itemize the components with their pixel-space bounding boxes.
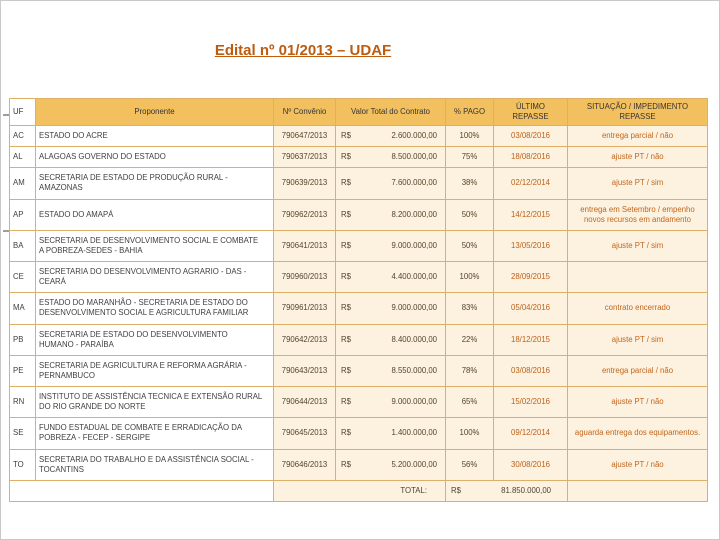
currency-symbol: R$ [341, 272, 351, 282]
cell-proponente: SECRETARIA DE AGRICULTURA E REFORMA AGRÁRIA - PERNAMBUCO [36, 355, 274, 386]
cell-proponente: SECRETARIA DE DESENVOLVIMENTO SOCIAL E COMBATE A POBREZA-SEDES - BAHIA [36, 230, 274, 261]
currency-symbol: R$ [341, 209, 351, 219]
currency-symbol: R$ [341, 152, 351, 162]
cell-percent-pago: 65% [446, 387, 494, 418]
cell-ultimo-repasse: 30/08/2016 [494, 449, 568, 480]
cell-proponente: SECRETARIA DE ESTADO DE PRODUÇÃO RURAL - AMAZONAS [36, 168, 274, 199]
amount-value: 8.400.000,00 [391, 334, 437, 344]
cell-percent-pago: 100% [446, 418, 494, 449]
cell-convenio: 790646/2013 [274, 449, 336, 480]
amount-value: 4.400.000,00 [391, 272, 437, 282]
table-row [10, 199, 708, 230]
cell-ultimo-repasse: 13/05/2016 [494, 230, 568, 261]
cell-uf: AM [10, 168, 36, 199]
cell-situacao: ajuste PT / sim [568, 324, 708, 355]
cell-proponente: FUNDO ESTADUAL DE COMBATE E ERRADICAÇÃO DA POBREZA - FECEP - SERGIPE [36, 418, 274, 449]
cell-proponente: ALAGOAS GOVERNO DO ESTADO [36, 147, 274, 168]
cell-convenio: 790962/2013 [274, 199, 336, 230]
convenios-table [9, 98, 708, 502]
cell-proponente: SECRETARIA DO TRABALHO E DA ASSISTÊNCIA SOCIAL - TOCANTINS [36, 449, 274, 480]
cell-convenio: 790645/2013 [274, 418, 336, 449]
currency-symbol: R$ [341, 428, 351, 438]
cell-situacao: contrato encerrado [568, 293, 708, 324]
cell-convenio: 790639/2013 [274, 168, 336, 199]
cell-uf: PE [10, 355, 36, 386]
table-header [10, 99, 708, 126]
amount-value: 2.600.000,00 [391, 131, 437, 140]
table-row [10, 147, 708, 168]
cell-ultimo-repasse: 18/08/2016 [494, 147, 568, 168]
amount-value: 5.200.000,00 [391, 459, 437, 469]
cell-valor [336, 262, 446, 293]
cell-situacao: ajuste PT / não [568, 387, 708, 418]
table-body [10, 126, 708, 481]
cell-percent-pago: 100% [446, 262, 494, 293]
cell-percent-pago: 50% [446, 230, 494, 261]
cell-uf: RN [10, 387, 36, 418]
cell-proponente: ESTADO DO MARANHÃO - SECRETARIA DE ESTADO DO DESENVOLVIMENTO SOCIAL E AGRICULTURA FAMILIAR [36, 293, 274, 324]
page-title: Edital nº 01/2013 – UDAF [214, 42, 392, 59]
cell-ultimo-repasse: 28/09/2015 [494, 262, 568, 293]
amount-value: 8.200.000,00 [391, 209, 437, 219]
cell-valor [336, 126, 446, 147]
cell-ultimo-repasse: 05/04/2016 [494, 293, 568, 324]
cell-situacao: entrega parcial / não [568, 126, 708, 147]
cell-proponente: INSTITUTO DE ASSISTÊNCIA TECNICA E EXTENSÃO RURAL DO RIO GRANDE DO NORTE [36, 387, 274, 418]
cell-convenio: 790961/2013 [274, 293, 336, 324]
cell-valor [336, 168, 446, 199]
total-empty-cell [568, 480, 708, 501]
cell-convenio: 790641/2013 [274, 230, 336, 261]
cell-proponente: ESTADO DO AMAPÁ [36, 199, 274, 230]
table-row [10, 262, 708, 293]
cell-ultimo-repasse: 02/12/2014 [494, 168, 568, 199]
cell-percent-pago: 56% [446, 449, 494, 480]
cell-uf: CE [10, 262, 36, 293]
cell-valor [336, 418, 446, 449]
col-header-proponente: Proponente [36, 99, 274, 126]
table-row [10, 449, 708, 480]
cell-ultimo-repasse: 18/12/2015 [494, 324, 568, 355]
cell-convenio: 790644/2013 [274, 387, 336, 418]
cell-valor [336, 147, 446, 168]
cell-convenio: 790642/2013 [274, 324, 336, 355]
cell-uf: SE [10, 418, 36, 449]
amount-value: 1.400.000,00 [391, 428, 437, 438]
cell-proponente: SECRETARIA DO DESENVOLVIMENTO AGRARIO - DAS - CEARÁ [36, 262, 274, 293]
cell-percent-pago: 22% [446, 324, 494, 355]
cell-ultimo-repasse: 09/12/2014 [494, 418, 568, 449]
cell-convenio: 790637/2013 [274, 147, 336, 168]
total-value-cell [446, 480, 568, 501]
cell-uf: TO [10, 449, 36, 480]
cell-proponente: SECRETARIA DE ESTADO DO DESENVOLVIMENTO HUMANO - PARAÍBA [36, 324, 274, 355]
col-header-valor: Valor Total do Contrato [336, 99, 446, 126]
cell-situacao: ajuste PT / sim [568, 230, 708, 261]
table-row [10, 355, 708, 386]
cell-proponente: ESTADO DO ACRE [36, 126, 274, 147]
cell-valor [336, 449, 446, 480]
currency-symbol: R$ [341, 334, 351, 344]
cell-percent-pago: 78% [446, 355, 494, 386]
cell-situacao: aguarda entrega dos equipamentos. [568, 418, 708, 449]
cell-situacao: entrega em Setembro / empenho novos recursos em andamento [568, 199, 708, 230]
cell-uf: MA [10, 293, 36, 324]
total-currency-symbol: R$ [451, 485, 461, 495]
table-row [10, 387, 708, 418]
total-amount: 81.850.000,00 [501, 485, 551, 495]
table-row [10, 418, 708, 449]
cell-valor [336, 387, 446, 418]
cell-valor [336, 293, 446, 324]
col-header-situacao: SITUAÇÃO / IMPEDIMENTO REPASSE [568, 99, 708, 126]
cell-situacao: entrega parcial / não [568, 355, 708, 386]
cell-valor [336, 324, 446, 355]
cell-percent-pago: 100% [446, 126, 494, 147]
cell-uf: AP [10, 199, 36, 230]
currency-symbol: R$ [341, 397, 351, 407]
total-blank-cell [10, 480, 274, 501]
cell-valor [336, 355, 446, 386]
cell-uf: BA [10, 230, 36, 261]
cell-uf: AL [10, 147, 36, 168]
col-header-convenio: Nº Convênio [274, 99, 336, 126]
cell-situacao: ajuste PT / não [568, 449, 708, 480]
amount-value: 9.000.000,00 [391, 240, 437, 250]
header-row [10, 99, 708, 126]
cell-percent-pago: 83% [446, 293, 494, 324]
amount-value: 9.000.000,00 [391, 303, 437, 313]
table-row [10, 126, 708, 147]
cell-valor [336, 230, 446, 261]
cell-situacao: ajuste PT / sim [568, 168, 708, 199]
cell-ultimo-repasse: 15/02/2016 [494, 387, 568, 418]
currency-symbol: R$ [341, 240, 351, 250]
table-row [10, 324, 708, 355]
currency-symbol: R$ [341, 365, 351, 375]
amount-value: 8.500.000,00 [391, 152, 437, 162]
table-row [10, 230, 708, 261]
col-header-pago: % PAGO [446, 99, 494, 126]
total-row [10, 480, 708, 501]
currency-symbol: R$ [341, 459, 351, 469]
currency-symbol: R$ [341, 178, 351, 188]
amount-value: 7.600.000,00 [391, 178, 437, 188]
amount-value: 8.550.000,00 [391, 365, 437, 375]
cell-percent-pago: 75% [446, 147, 494, 168]
cell-ultimo-repasse: 14/12/2015 [494, 199, 568, 230]
table-footer [10, 480, 708, 501]
total-label: TOTAL: [274, 480, 446, 501]
cell-ultimo-repasse: 03/08/2016 [494, 355, 568, 386]
cell-situacao [568, 262, 708, 293]
cell-uf: PB [10, 324, 36, 355]
col-header-repasse: ÚLTIMO REPASSE [494, 99, 568, 126]
cell-situacao: ajuste PT / não [568, 147, 708, 168]
cell-uf: AC [10, 126, 36, 147]
col-header-uf: UF [10, 99, 36, 126]
cell-ultimo-repasse: 03/08/2016 [494, 126, 568, 147]
currency-symbol: R$ [341, 131, 351, 140]
table-row [10, 168, 708, 199]
table-row [10, 293, 708, 324]
cell-convenio: 790643/2013 [274, 355, 336, 386]
cell-convenio: 790960/2013 [274, 262, 336, 293]
currency-symbol: R$ [341, 303, 351, 313]
cell-percent-pago: 38% [446, 168, 494, 199]
cell-percent-pago: 50% [446, 199, 494, 230]
cell-valor [336, 199, 446, 230]
amount-value: 9.000.000,00 [391, 397, 437, 407]
cell-convenio: 790647/2013 [274, 126, 336, 147]
